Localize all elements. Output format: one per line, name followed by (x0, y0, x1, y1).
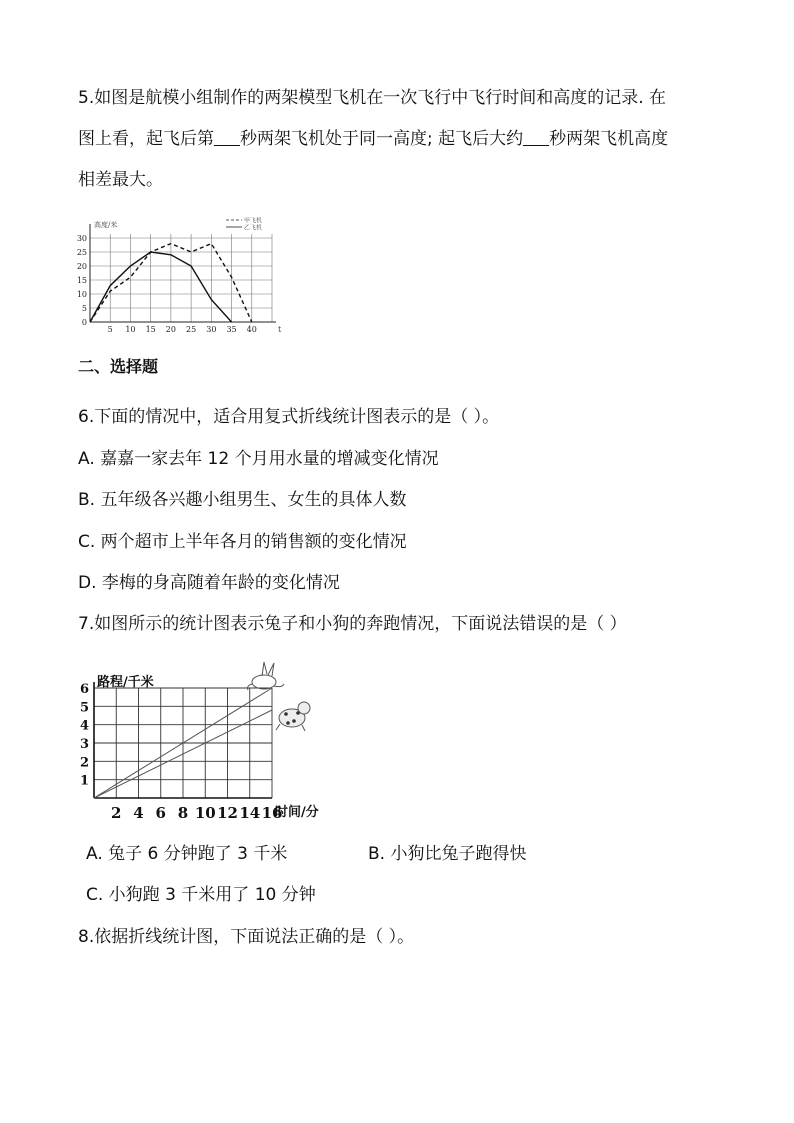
q6-stem: 6.下面的情况中，适合用复式折线统计图表示的是（ ）。 (78, 407, 500, 427)
y-tick-label: 10 (76, 290, 87, 299)
x-tick-label: 25 (186, 325, 197, 334)
rabbit-dog-chart (74, 652, 374, 827)
q6-option-c[interactable]: C. 两个超市上半年各月的销售额的变化情况 (78, 532, 407, 552)
q6-option-a[interactable]: A. 嘉嘉一家去年 12 个月用水量的增减变化情况 (78, 449, 439, 469)
q7-option-a[interactable]: A. 兔子 6 分钟跑了 3 千米 (86, 844, 288, 864)
legend-label: 甲飞机 (244, 217, 263, 225)
q7-option-b[interactable]: B. 小狗比兔子跑得快 (368, 844, 527, 864)
y-tick-label: 5 (81, 304, 87, 313)
dog-head-icon (298, 702, 310, 714)
x-tick-label: 35 (226, 325, 237, 334)
x-tick-label: 20 (165, 325, 176, 334)
legend-label: 乙飞机 (244, 224, 263, 232)
x-tick-label: 12 (217, 804, 238, 822)
rabbit-icon (252, 675, 276, 689)
dog-spot-icon (296, 711, 300, 715)
rabbit-ears-icon (262, 662, 274, 676)
y-tick-label: 3 (80, 737, 90, 752)
series-line (90, 252, 232, 322)
q6-option-b[interactable]: B. 五年级各兴趣小组男生、女生的具体人数 (78, 490, 407, 510)
x-tick-label: 40 (246, 325, 257, 334)
y-axis-label: 高度/米 (94, 221, 118, 229)
dog-spot-icon (284, 712, 288, 716)
x-tick-label: 16 (261, 804, 283, 822)
x-axis-label: t (278, 325, 282, 334)
y-tick-label: 5 (80, 700, 90, 716)
y-tick-label: 2 (80, 755, 90, 771)
x-tick-label: 10 (125, 325, 136, 334)
q5-line2-part2: 秒两架飞机处于同一高度; 起飞后大约 (240, 129, 524, 149)
answer-blank-1[interactable] (214, 129, 240, 146)
y-tick-label: 0 (81, 318, 87, 327)
answer-blank-2[interactable] (523, 129, 549, 146)
x-tick-label: 14 (239, 804, 261, 822)
q8-stem: 8.依据折线统计图，下面说法正确的是（ ）。 (78, 927, 415, 947)
section-title: 二、选择题 (78, 357, 159, 376)
y-axis-label: 路程/千米 (97, 675, 154, 690)
q5-line3: 相差最大。 (78, 170, 163, 190)
dog-spot-icon (292, 719, 296, 723)
q7-stem: 7.如图所示的统计图表示兔子和小狗的奔跑情况，下面说法错误的是（ ） (78, 614, 627, 634)
q6-option-d[interactable]: D. 李梅的身高随着年龄的变化情况 (78, 573, 340, 593)
y-tick-label: 30 (76, 234, 87, 243)
x-tick-label: 4 (133, 804, 144, 822)
x-tick-label: 5 (107, 325, 113, 334)
q5-line1: 5.如图是航模小组制作的两架模型飞机在一次飞行中飞行时间和高度的记录. 在 (78, 88, 667, 108)
x-axis-label: 时间/分 (275, 805, 319, 820)
x-tick-label: 6 (155, 804, 166, 822)
x-tick-label: 8 (177, 804, 189, 822)
y-tick-label: 6 (80, 682, 90, 697)
y-tick-label: 25 (76, 248, 87, 257)
x-tick-label: 2 (111, 804, 122, 822)
y-tick-label: 1 (80, 773, 90, 789)
y-tick-label: 15 (76, 276, 87, 285)
y-tick-label: 4 (80, 718, 90, 734)
x-tick-label: 15 (145, 325, 156, 334)
y-tick-label: 20 (76, 262, 87, 271)
dog-spot-icon (286, 721, 290, 725)
q5-line2 (78, 127, 668, 151)
q5-line2-part1: 图上看，起飞后第 (78, 129, 214, 149)
x-tick-label: 10 (194, 804, 216, 822)
q5-line2-part3: 秒两架飞机高度 (549, 129, 669, 149)
q7-option-c[interactable]: C. 小狗跑 3 千米用了 10 分钟 (86, 885, 316, 905)
x-tick-label: 30 (206, 325, 217, 334)
airplane-height-chart (76, 210, 286, 335)
